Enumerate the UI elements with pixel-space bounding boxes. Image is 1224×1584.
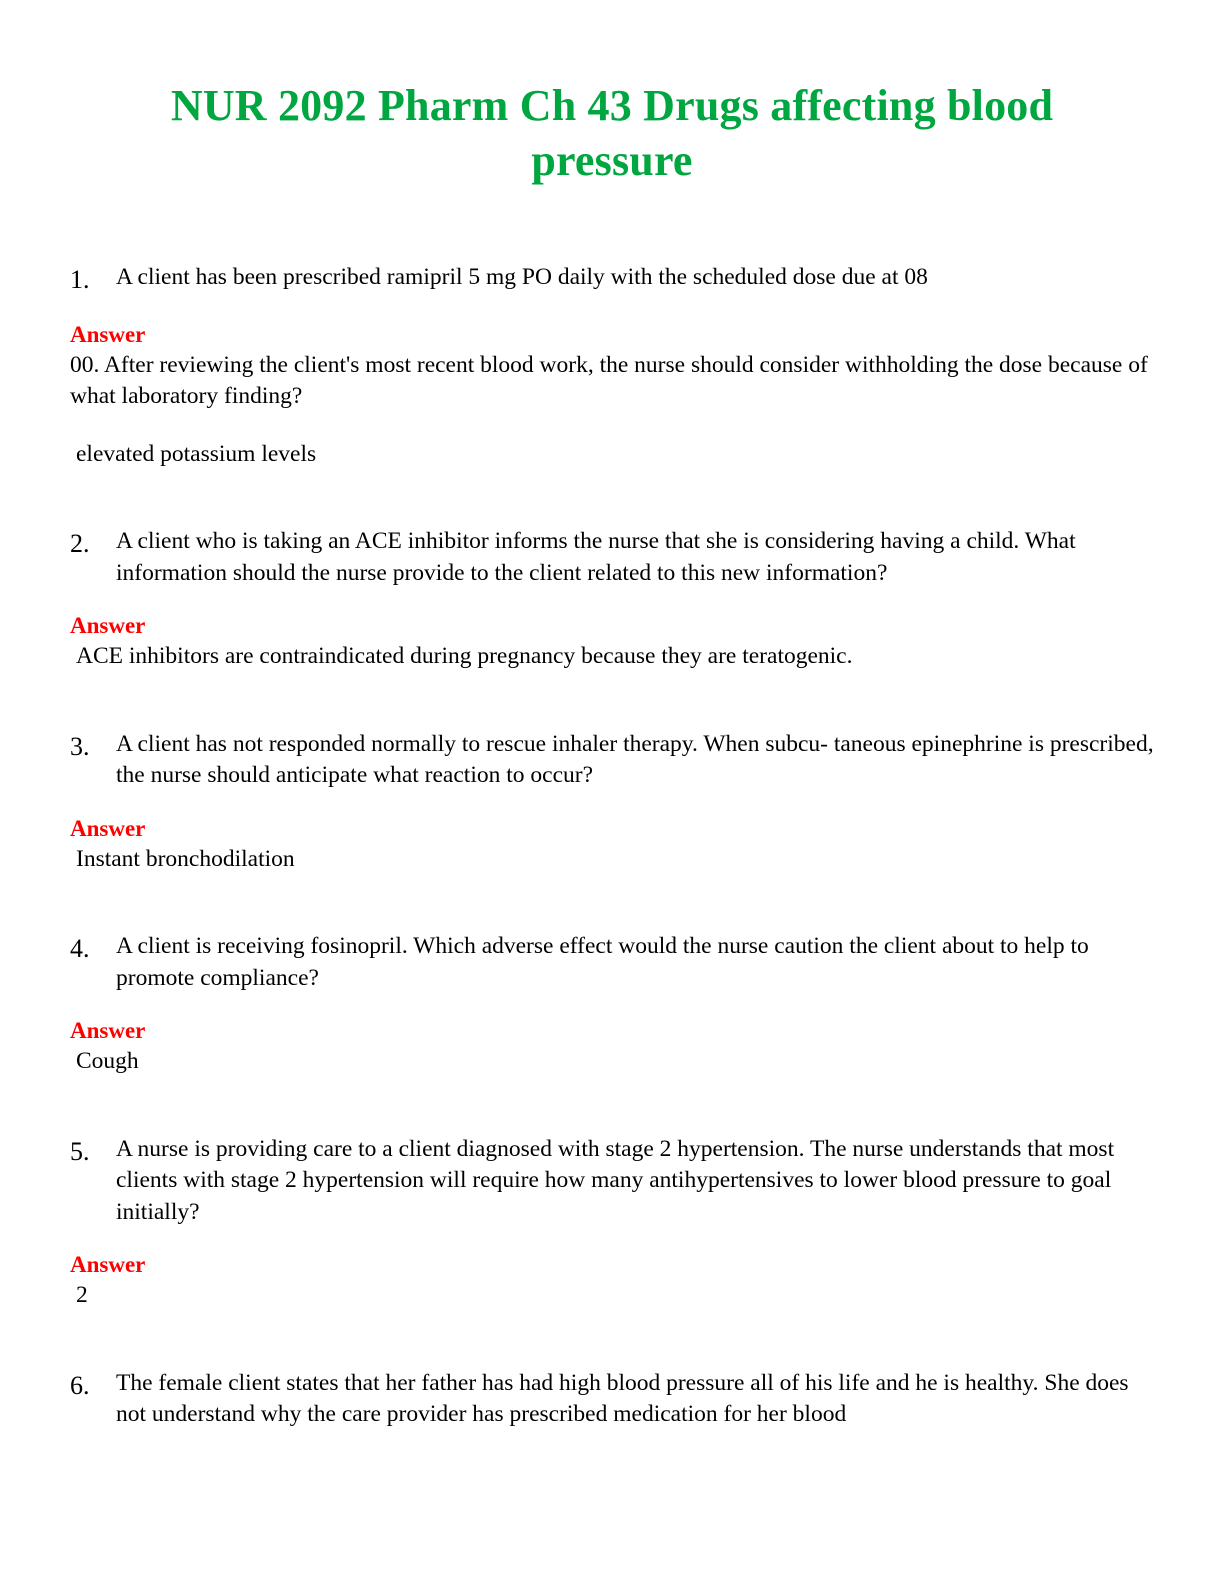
qa-list [70,262,1154,1431]
answer-text: 2 [76,1282,88,1309]
qa-item [70,262,1154,470]
page-title: NUR 2092 Pharm Ch 43 Drugs affecting blood pressure [170,81,1054,185]
question-text: A client has been prescribed ramipril 5 mg PO daily with the scheduled dose due at 08 [116,264,928,290]
question-number: 2. [70,529,90,559]
question-row [70,262,1154,298]
answer-label: Answer [70,1252,146,1278]
question-number: 1. [70,265,90,294]
question-row [70,1368,1154,1431]
question-number: 5. [70,1136,90,1166]
answer-label: Answer [70,815,146,841]
spacer [70,1112,1154,1134]
answer-label: Answer [70,613,146,639]
spacer [70,1346,1154,1368]
answer-label: Answer [70,1018,146,1044]
qa-item [70,729,1154,875]
answer-text: ACE inhibitors are contraindicated during pregnancy because they are teratogenic. [76,643,853,670]
question-number: 3. [70,731,90,761]
qa-item [70,526,1154,672]
question-row [70,931,1154,994]
spacer [70,413,1154,439]
question-text: A client has not responded normally to rescue inhaler therapy. When subcu- taneous epinephrine is prescribed, the nurse should anticipate what reaction to occur? [116,730,1154,789]
spacer [70,909,1154,931]
question-number: 6. [70,1370,90,1400]
question-number: 4. [70,934,90,964]
answer-continuation: 00. After reviewing the client's most recent blood work, the nurse should consider withholding the dose because of what laboratory finding? [70,351,1148,410]
answer-label: Answer [70,321,146,347]
question-row [70,526,1154,589]
question-text: A client who is taking an ACE inhibitor informs the nurse that she is considering having a child. What information should the nurse provide to the client related to this new information? [116,528,1076,586]
spacer [70,504,1154,526]
qa-item [70,931,1154,1077]
answer-text: Instant bronchodilation [76,845,295,872]
question-text: The female client states that her father has had high blood pressure all of his life and he is healthy. She does not understand why the care provider has prescribed medication for her blood [116,1369,1129,1428]
question-row [70,1134,1154,1228]
question-text: A client is receiving fosinopril. Which adverse effect would the nurse caution the client about to help to promote compliance? [116,933,1089,991]
spacer [70,707,1154,729]
answer-text: elevated potassium levels [76,440,317,467]
answer-text: Cough [76,1048,139,1075]
qa-item [70,1368,1154,1431]
question-row [70,729,1154,792]
qa-item [70,1134,1154,1312]
question-text: A nurse is providing care to a client diagnosed with stage 2 hypertension. The nurse understands that most clients with stage 2 hypertension will require how many antihypertensives to lower blood pressure to goal initially? [116,1135,1115,1225]
